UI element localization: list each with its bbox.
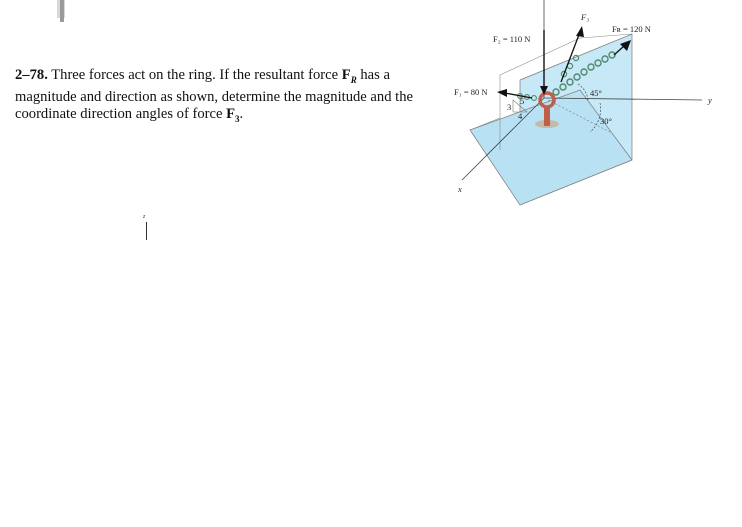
axis-x-label: x [458,184,462,194]
f1-arrow-head [497,89,507,97]
force-fr-sub: R [350,74,357,85]
force-f3-symbol: F [226,105,236,122]
force-fr-symbol: F [341,67,351,83]
ratio-3: 3 [507,102,512,112]
angle-45-label: 45° [590,88,602,98]
force-f3-sub: 3 [235,113,240,124]
problem-text-1: Three forces act on the ring. If the resultant force [51,67,342,83]
problem-text-2: has a magnitude and direction as shown, determine the magnitude and the coordinate direction angles of force [15,67,413,122]
label-f3: F₃ [581,12,590,22]
problem-number: 2–78. [15,67,48,83]
label-f1: F₁ = 80 N [454,87,488,97]
label-f2: F₂ = 110 N [493,34,531,44]
label-fr: Fʀ = 120 N [612,24,651,34]
figure-fragment-edge [60,0,64,22]
stray-z-axis [146,222,147,240]
angle-30-label: 30° [600,116,612,126]
axis-y-label: y [708,95,712,105]
f3-arrow-head [576,26,584,37]
problem-statement [15,67,430,128]
stray-z-label: z [143,214,146,220]
ratio-5: 5 [520,96,525,106]
ratio-4: 4 [518,111,523,121]
problem-end: . [239,105,244,122]
